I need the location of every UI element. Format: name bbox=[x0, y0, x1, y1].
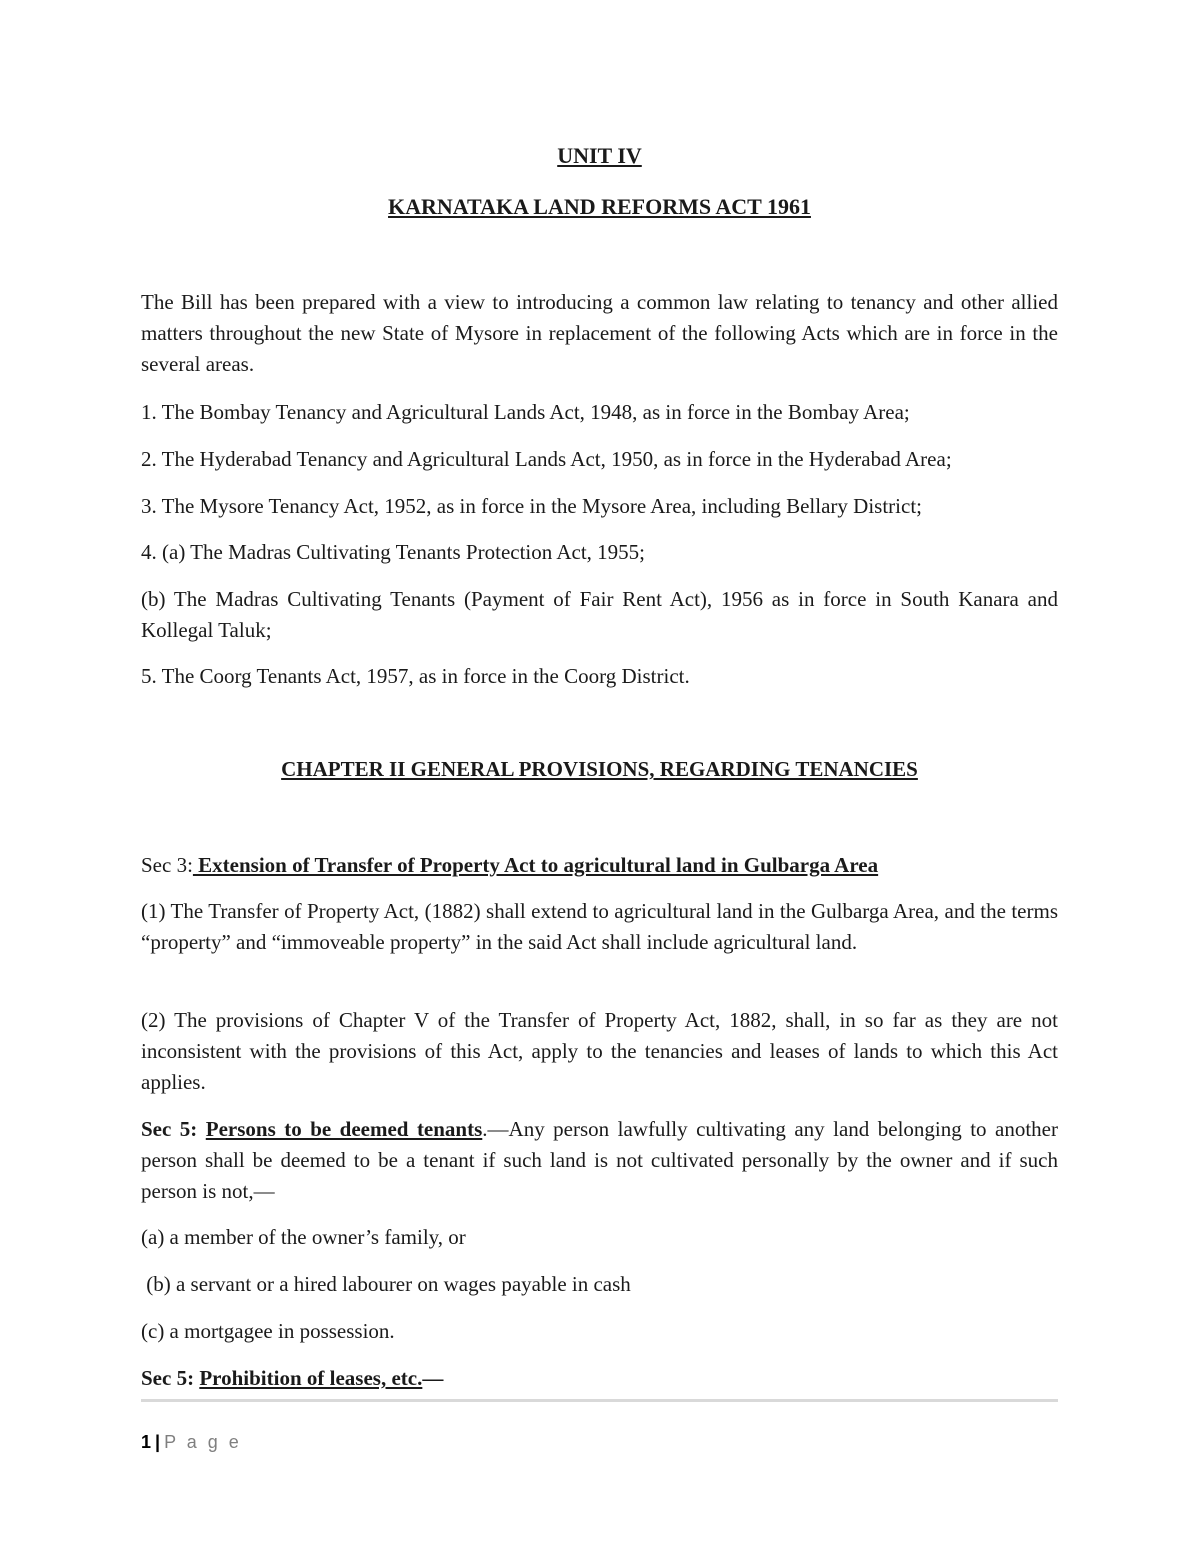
act-item-3: 3. The Mysore Tenancy Act, 1952, as in force in the Mysore Area, including Bellary District; bbox=[141, 494, 922, 518]
sec5-item-c: (c) a mortgagee in possession. bbox=[141, 1319, 395, 1343]
page-label: P a g e bbox=[164, 1432, 242, 1452]
sec5b-prefix: Sec 5: bbox=[141, 1366, 200, 1390]
sec5b-title: Prohibition of leases, etc. bbox=[199, 1366, 423, 1390]
act-item-2: 2. The Hyderabad Tenancy and Agricultural Lands Act, 1950, as in force in the Hyderabad Area; bbox=[141, 447, 952, 471]
sec3-prefix: Sec 3: bbox=[141, 853, 193, 877]
sec3-para-2: (2) The provisions of Chapter V of the Transfer of Property Act, 1882, shall, in so far as they are not inconsistent with the provisions of this Act, apply to the tenancies and leases of lands to which this Act applies. bbox=[141, 1008, 1058, 1094]
act-item-5: 5. The Coorg Tenants Act, 1957, as in force in the Coorg District. bbox=[141, 664, 690, 688]
sec5-item-a: (a) a member of the owner’s family, or bbox=[141, 1225, 466, 1249]
sec3-heading bbox=[141, 850, 1058, 881]
page-number: 1 bbox=[141, 1432, 152, 1452]
intro-paragraph: The Bill has been prepared with a view to introducing a common law relating to tenancy and other allied matters throughout the new State of Mysore in replacement of the following Acts which are in force in the several areas. bbox=[141, 290, 1058, 376]
sec3-title: Extension of Transfer of Property Act to agricultural land in Gulbarga Area bbox=[192, 853, 879, 877]
sec5-prefix: Sec 5: bbox=[141, 1117, 206, 1141]
footer-separator: | bbox=[155, 1432, 161, 1452]
sec5-title: Persons to be deemed tenants bbox=[205, 1117, 483, 1141]
sec5-body: .—Any person lawfully cultivating any land belonging to another person shall be deemed to be a tenant if such land is not cultivated personally by the owner and if such person is not,— bbox=[141, 1117, 1058, 1203]
document-page bbox=[141, 0, 1058, 1553]
footer-divider bbox=[141, 1399, 1058, 1402]
act-item-1: 1. The Bombay Tenancy and Agricultural Lands Act, 1948, as in force in the Bombay Area; bbox=[141, 400, 910, 424]
sec5-tenants-paragraph bbox=[141, 1114, 1058, 1207]
sec3-para-1: (1) The Transfer of Property Act, (1882) shall extend to agricultural land in the Gulbarga Area, and the terms “property” and “immoveable property” in the said Act shall include agricultural land. bbox=[141, 899, 1058, 954]
act-item-4a: 4. (a) The Madras Cultivating Tenants Protection Act, 1955; bbox=[141, 540, 645, 564]
sec5b-suffix: — bbox=[422, 1366, 444, 1390]
act-title: KARNATAKA LAND REFORMS ACT 1961 bbox=[388, 194, 811, 219]
sec5-item-b: (b) a servant or a hired labourer on wages payable in cash bbox=[141, 1272, 631, 1296]
act-item-4b: (b) The Madras Cultivating Tenants (Payment of Fair Rent Act), 1956 as in force in South Kanara and Kollegal Taluk; bbox=[141, 587, 1058, 642]
page-footer bbox=[141, 1432, 242, 1453]
sec5-leases-heading bbox=[141, 1363, 1058, 1394]
unit-title: UNIT IV bbox=[557, 143, 642, 168]
chapter-title: CHAPTER II GENERAL PROVISIONS, REGARDING TENANCIES bbox=[281, 757, 918, 781]
